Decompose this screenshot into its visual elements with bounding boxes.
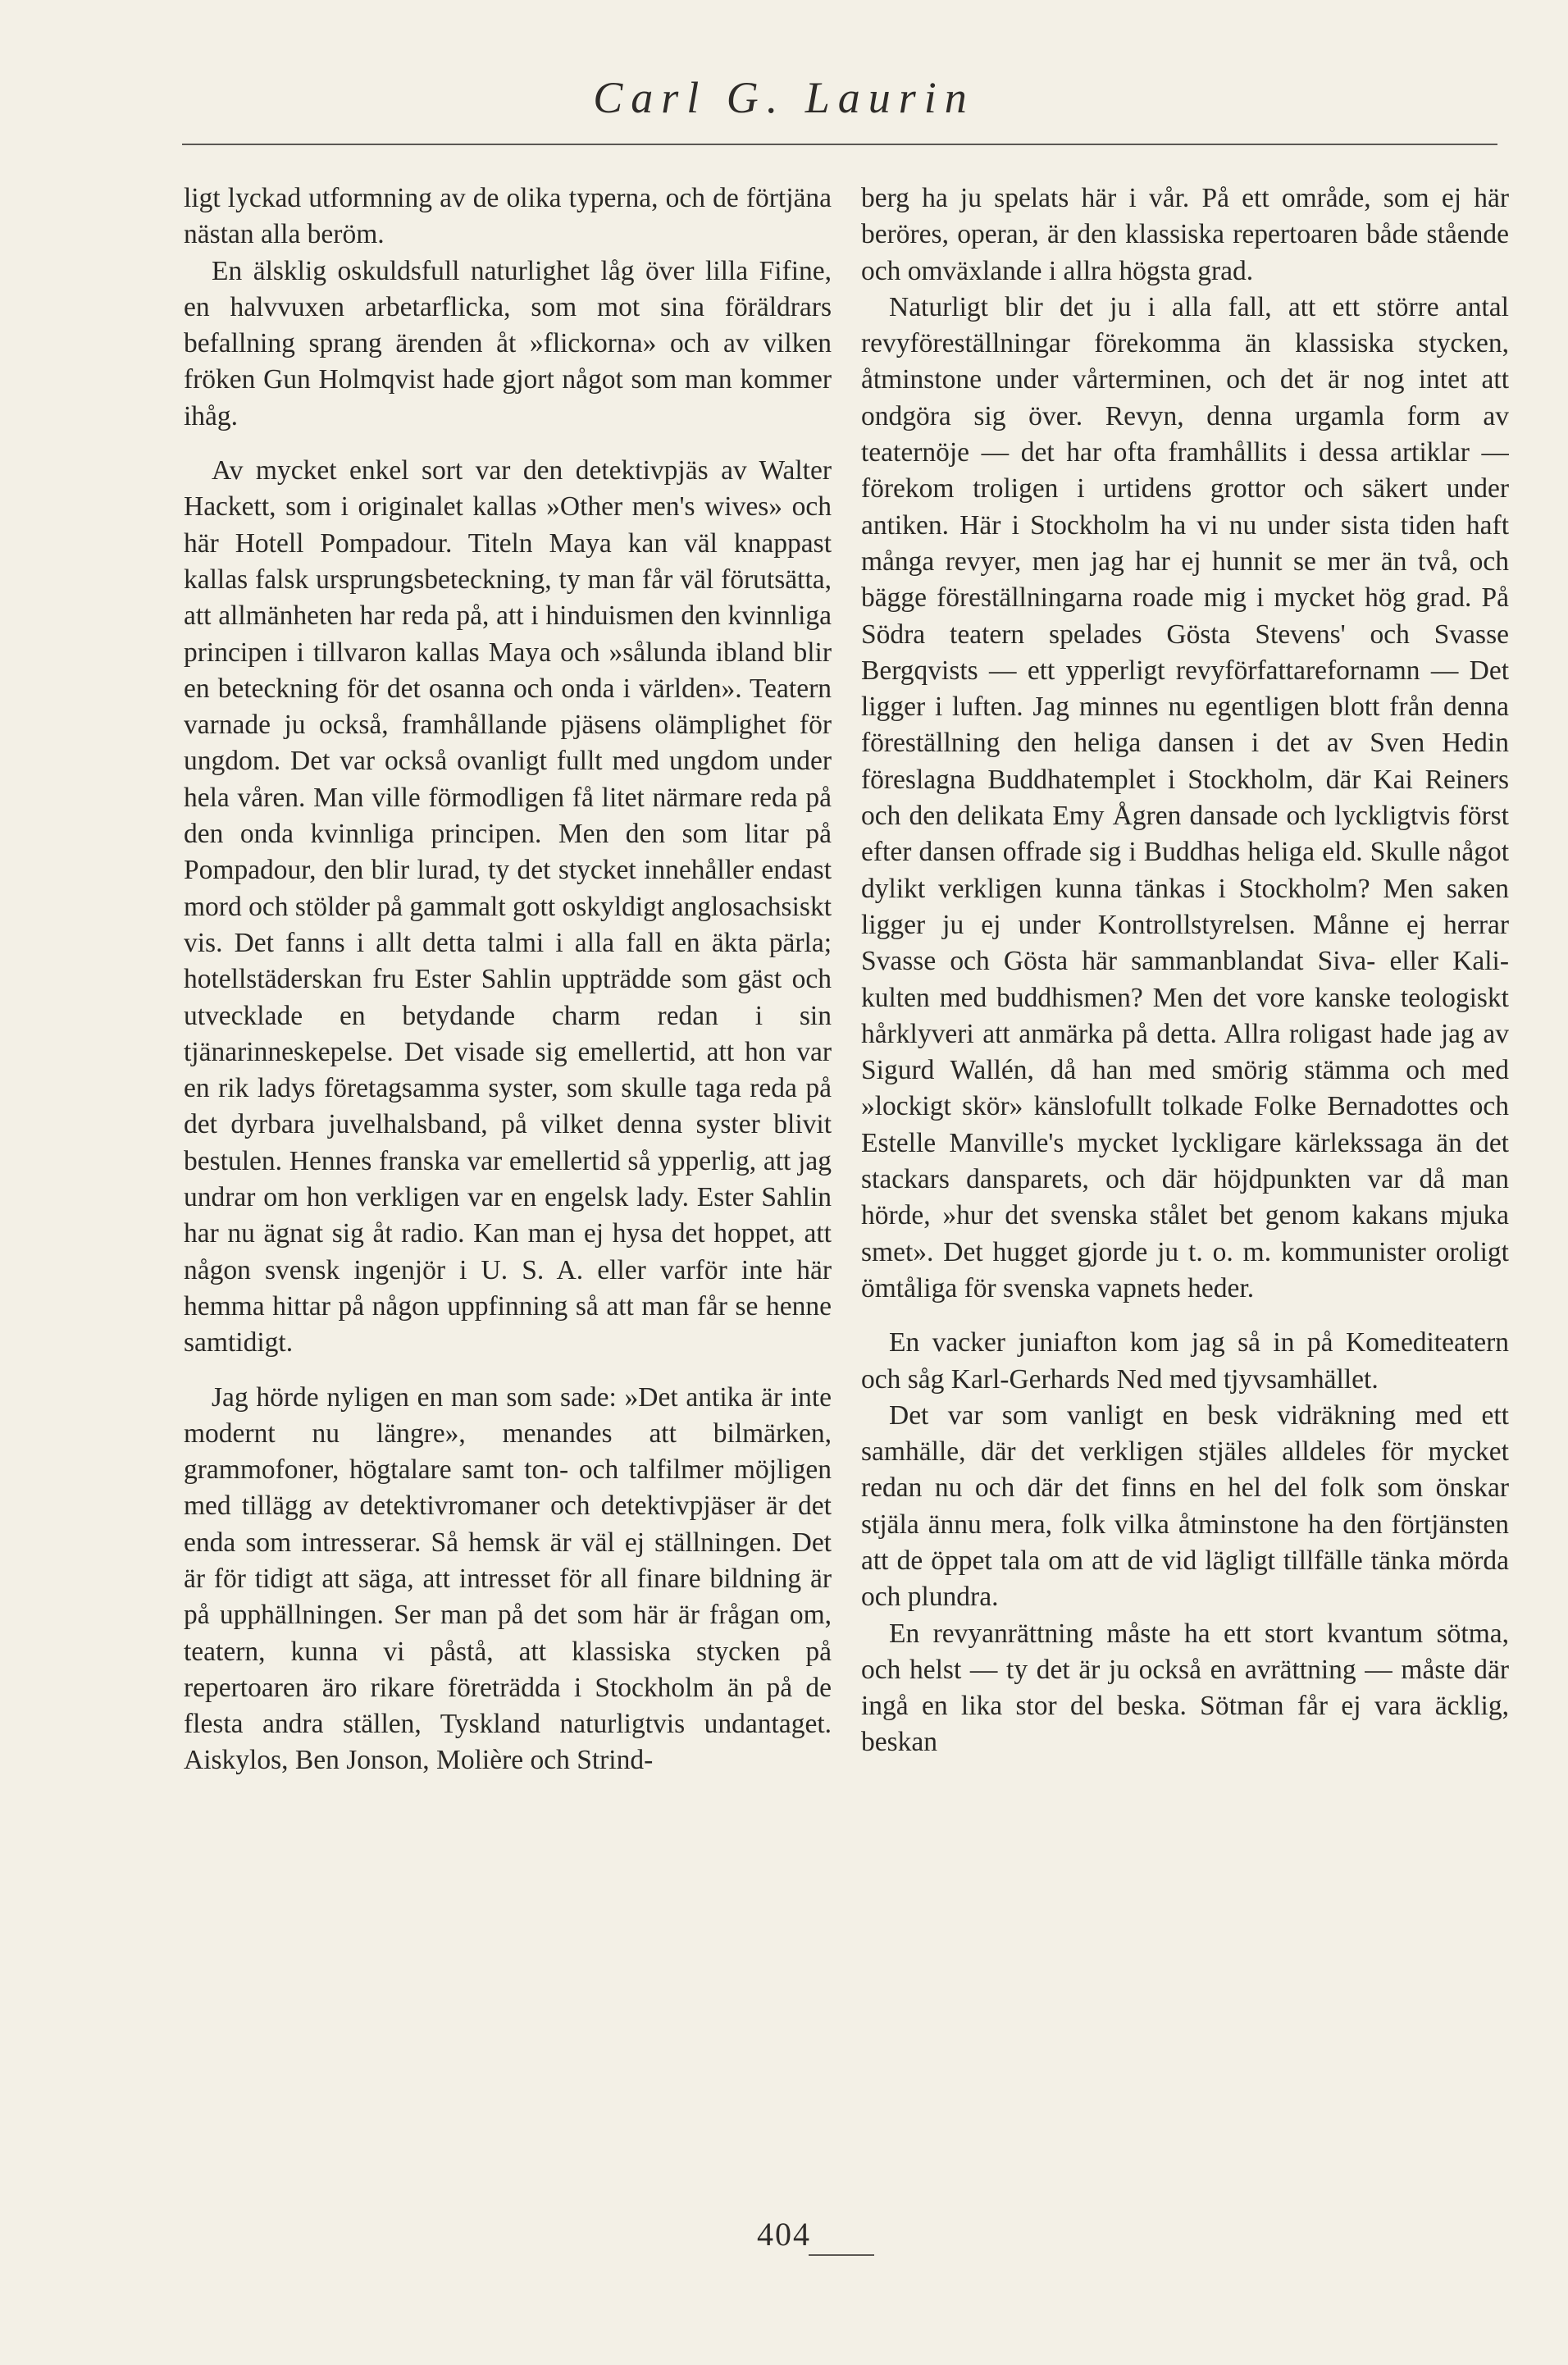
paragraph: Det var som vanligt en besk vidräkning med ett samhälle, där det verkligen stjäles alldeles för mycket redan nu och där det finns en hel del folk som önskar stjäla ännu mera, folk vilka åtminstone ha den förtjänsten att de öppet tala om att de vid lägligt tillfälle tänka mörda och plundra. — [861, 1399, 1509, 1613]
running-header: Carl G. Laurin — [593, 73, 975, 122]
paragraph: Av mycket enkel sort var den detektivpjäs av Walter Hackett, som i originalet kallas »Other men's wives» och här Hotell Pompadour. Titeln Maya kan väl knappast kallas falsk ursprungsbeteckning, ty man får väl förutsätta, att allmänheten har reda på, att i hinduismen den kvinnliga principen i tillvaron kallas Maya och »sålunda ibland blir en beteckning för det osanna och onda i världen». Teatern varnade ju också, framhållande pjäsens olämplighet för ungdom. Det var också ovanligt fullt med ungdom under hela våren. Man ville förmodligen få litet närmare reda på den onda kvinnliga principen. Men den som litar på Pompadour, den blir lurad, ty det stycket innehåller endast mord och stölder på gammalt gott oskyldigt anglosachsiskt vis. Det fanns i allt detta talmi i alla fall en äkta pärla; hotellstäderskan fru Ester Sahlin uppträdde som gäst och utvecklade en betydande charm redan i sin tjänarinneskepelse. Det visade sig emellertid, att hon var en rik ladys företagsamma syster, som skulle taga reda på det dyrbara juvelhalsband, på vilket denna syster blivit bestulen. Hennes franska var emellertid så ypperlig, att jag undrar om hon verkligen var en engelsk lady. Ester Sahlin har nu ägnat sig åt radio. Kan man ej hysa det hoppet, att någon svensk ingenjör i U. S. A. eller varför inte här hemma hittar på någon uppfinning så att man får se henne samtidigt. — [184, 455, 832, 1358]
page-number-rule — [809, 2254, 874, 2256]
paragraph: ligt lyckad utformning av de olika typerna, och de förtjäna nästan alla beröm. — [184, 183, 832, 250]
paragraph: En älsklig oskuldsfull naturlighet låg över lilla Fifine, en halvvuxen arbetarflicka, som mot sina föräldrars befallning sprang ärenden åt »flickorna» och av vilken fröken Gun Holmqvist hade gjort något som man kommer ihåg. — [184, 255, 832, 431]
header-rule — [182, 144, 1497, 145]
right-column — [861, 180, 1509, 2264]
page-number: 404 — [757, 2216, 811, 2253]
paragraph: En revyanrättning måste ha ett stort kvantum sötma, och helst — ty det är ju också en avrättning — måste där ingå en lika stor del beska. Sötman får ej vara äcklig, beskan — [861, 1618, 1509, 1758]
left-column — [184, 180, 832, 2264]
paragraph: Jag hörde nyligen en man som sade: »Det antika är inte modernt nu längre», menandes att bilmärken, grammofoner, högtalare samt ton- och talfilmer möjligen med tillägg av detektivromaner och detektivpjäser är det enda som intresserar. Så hemsk är väl ej ställningen. Det är för tidigt att säga, att intresset för all finare bildning är på upphällningen. Ser man på det som här är frågan om, teatern, kunna vi påstå, att klassiska stycken på repertoaren äro rikare företrädda i Stockholm än på de flesta andra ställen, Tyskland naturligtvis undantaget. Aiskylos, Ben Jonson, Molière och Strind- — [184, 1381, 832, 1776]
paragraph: En vacker juniafton kom jag så in på Komediteatern och såg Karl-Gerhards Ned med tjyvsamhället. — [861, 1327, 1509, 1395]
paragraph: berg ha ju spelats här i vår. På ett område, som ej här beröres, operan, är den klassiska repertoaren både stående och omväxlande i allra högsta grad. — [861, 183, 1509, 286]
paragraph: Naturligt blir det ju i alla fall, att ett större antal revyföreställningar förekomma än klassiska stycken, åtminstone under vårterminen, och det är nog intet att ondgöra sig över. Revyn, denna urgamla form av teaternöje — det har ofta framhållits i dessa artiklar — förekom troligen i urtidens grottor och säkert under antiken. Här i Stockholm ha vi nu under sista tiden haft många revyer, men jag har ej hunnit se mer än två, och bägge föreställningarna roade mig i mycket hög grad. På Södra teatern spelades Gösta Stevens' och Svasse Bergqvists — ett ypperligt revyförfattarefornamn — Det ligger i luften. Jag minnes nu egentligen blott från denna föreställning den heliga dansen i det av Sven Hedin föreslagna Buddhatemplet i Stockholm, där Kai Reiners och den delikata Emy Ågren dansade och lyckligtvis först efter dansen offrade sig i Buddhas heliga eld. Skulle något dylikt verkligen kunna tänkas i Stockholm? Men saken ligger ju ej under Kontrollstyrelsen. Månne ej herrar Svasse och Gösta här sammanblandat Siva- eller Kali-kulten med buddhismen? Men det vore kanske teologiskt hårklyveri att anmärka på detta. Allra roligast hade jag av Sigurd Wallén, då han med smörig stämma och med »lockigt skör» känslofullt tolkade Folke Bernadottes och Estelle Manville's mycket lyckligare kärlekssaga än det stackars dansparets, och där höjdpunkten var då man hörde, »hur det svenska stålet bet genom kakans mjuka smet». Det hugget gjorde ju t. o. m. kommunister oroligt ömtåliga för svenska vapnets heder. — [861, 291, 1509, 1303]
